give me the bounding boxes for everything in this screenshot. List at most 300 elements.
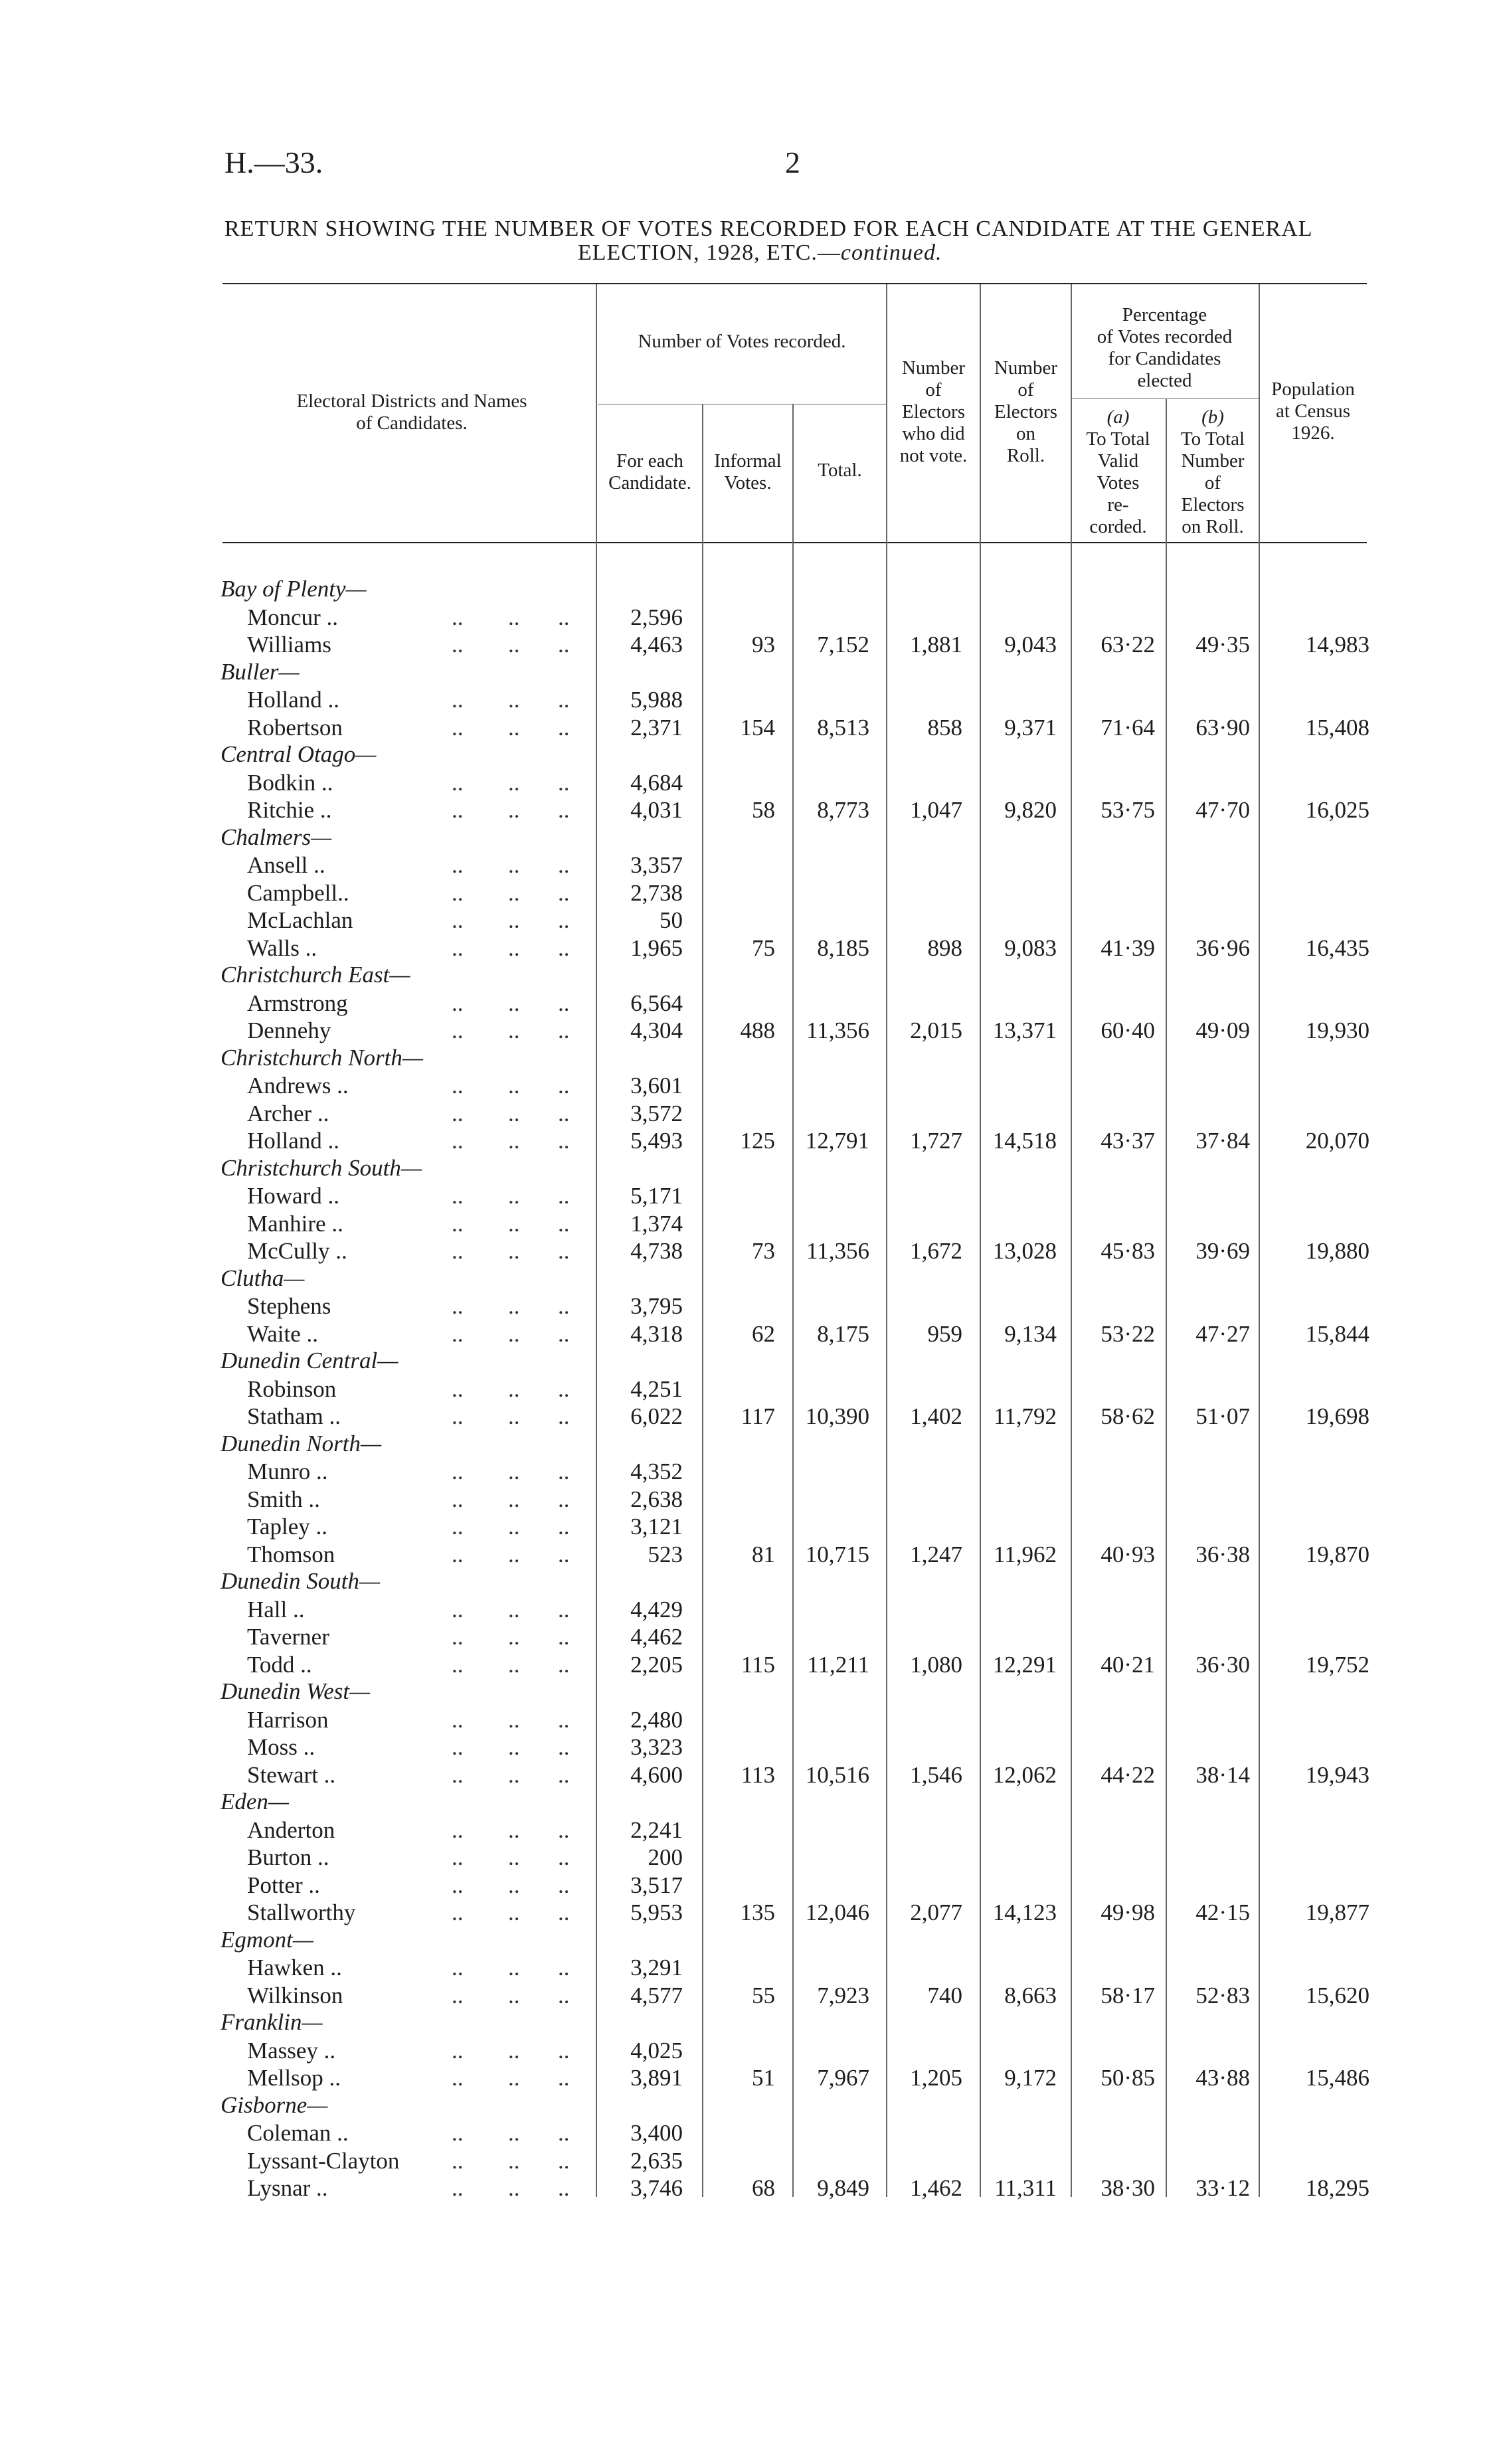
pct-electors-on-roll: 63·90 — [1195, 714, 1250, 741]
candidate-votes: 4,463 — [630, 632, 683, 658]
leader-dot: .. — [452, 1651, 464, 1678]
candidate-votes: 3,400 — [630, 2120, 683, 2146]
candidate-name: Stewart .. — [247, 1761, 336, 1788]
pct-valid-votes: 40·93 — [1101, 1541, 1155, 1567]
table-row — [0, 907, 1499, 934]
table-row — [0, 2119, 1499, 2147]
candidate-name: Walls .. — [247, 934, 317, 961]
leader-dot: .. — [452, 769, 464, 796]
table-row — [0, 1816, 1499, 1844]
candidate-votes: 2,241 — [630, 1816, 683, 1843]
leader-dot: .. — [558, 1238, 570, 1264]
table-row — [0, 1733, 1499, 1761]
candidate-votes: 523 — [648, 1541, 683, 1567]
leader-dot: .. — [452, 2065, 464, 2091]
total-votes: 12,791 — [805, 1128, 869, 1154]
candidate-votes: 3,121 — [630, 1514, 683, 1540]
leader-dot: .. — [508, 907, 520, 933]
table-row — [0, 1237, 1499, 1265]
district-name: Dunedin Central— — [220, 1348, 398, 1373]
leader-dot: .. — [508, 1403, 520, 1429]
leader-dot: .. — [508, 1210, 520, 1237]
electors-not-voted: 1,247 — [910, 1541, 962, 1567]
candidate-votes: 200 — [648, 1844, 683, 1870]
total-votes: 8,175 — [817, 1320, 869, 1347]
table-row — [0, 631, 1499, 658]
pct-electors-on-roll: 33·12 — [1195, 2175, 1250, 2201]
leader-dot: .. — [558, 1541, 570, 1567]
leader-dot: .. — [508, 2037, 520, 2064]
candidate-name: Robertson — [247, 714, 343, 741]
total-votes: 8,773 — [817, 797, 869, 823]
candidate-votes: 3,601 — [630, 1073, 683, 1099]
district-name: Christchurch North— — [220, 1044, 423, 1071]
leader-dot: .. — [508, 2147, 520, 2174]
total-votes: 7,152 — [817, 632, 869, 658]
informal-votes: 113 — [741, 1761, 775, 1788]
leader-dot: .. — [508, 1100, 520, 1126]
leader-dot: .. — [508, 1486, 520, 1512]
leader-dot: .. — [508, 1596, 520, 1623]
electors-on-roll: 9,371 — [1004, 714, 1057, 741]
leader-dot: .. — [452, 1624, 464, 1650]
electors-on-roll: 14,518 — [992, 1128, 1057, 1154]
leader-dot: .. — [452, 1375, 464, 1402]
electors-not-voted: 1,080 — [910, 1651, 962, 1678]
district-name: Dunedin West— — [220, 1678, 371, 1704]
leader-dot: .. — [508, 1238, 520, 1264]
header-not-voted: Number of Electors who did not vote. — [899, 357, 968, 466]
leader-dot: .. — [558, 604, 570, 630]
district-name: Clutha— — [220, 1265, 305, 1291]
candidate-name: Moss .. — [247, 1734, 315, 1760]
candidate-votes: 4,684 — [630, 769, 683, 796]
district-name: Franklin— — [220, 2009, 323, 2035]
informal-votes: 73 — [752, 1238, 775, 1264]
leader-dot: .. — [558, 1706, 570, 1733]
table-row — [0, 1100, 1499, 1127]
table-row — [0, 1872, 1499, 1899]
leader-dot: .. — [452, 879, 464, 906]
leader-dot: .. — [558, 1816, 570, 1843]
pct-valid-votes: 53·22 — [1101, 1320, 1155, 1347]
table-row — [0, 1072, 1499, 1099]
electors-not-voted: 740 — [927, 1982, 962, 2008]
leader-dot: .. — [508, 1955, 520, 1980]
candidate-votes: 3,891 — [630, 2065, 683, 2091]
leader-dot: .. — [452, 852, 464, 878]
leader-dot: .. — [558, 687, 570, 713]
candidate-name: Holland .. — [247, 1128, 340, 1154]
leader-dot: .. — [508, 1128, 520, 1154]
candidate-votes: 3,572 — [630, 1100, 683, 1126]
pct-valid-votes: 41·39 — [1101, 934, 1155, 961]
total-votes: 8,513 — [817, 714, 869, 741]
electors-not-voted: 2,077 — [910, 1899, 962, 1925]
total-votes: 12,046 — [805, 1899, 869, 1925]
electors-not-voted: 1,881 — [910, 632, 962, 658]
leader-dot: .. — [452, 1761, 464, 1788]
table-row — [0, 1651, 1499, 1678]
electors-on-roll: 11,792 — [994, 1403, 1057, 1429]
population-1926: 19,880 — [1305, 1238, 1369, 1264]
candidate-name: Armstrong — [247, 990, 348, 1016]
candidate-name: Todd .. — [247, 1651, 312, 1678]
table-row — [0, 1017, 1499, 1044]
leader-dot: .. — [558, 2037, 570, 2064]
table-row — [0, 714, 1499, 741]
leader-dot: .. — [452, 1293, 464, 1319]
district-name: Gisborne— — [220, 2091, 328, 2118]
candidate-votes: 5,171 — [630, 1183, 683, 1209]
leader-dot: .. — [558, 879, 570, 906]
electors-not-voted: 1,727 — [910, 1128, 962, 1154]
informal-votes: 62 — [752, 1320, 775, 1347]
total-votes: 10,516 — [805, 1761, 869, 1788]
leader-dot: .. — [452, 1596, 464, 1623]
candidate-votes: 2,738 — [630, 879, 683, 906]
leader-dot: .. — [452, 1844, 464, 1870]
pct-valid-votes: 49·98 — [1101, 1899, 1155, 1925]
candidate-votes: 3,357 — [630, 852, 683, 878]
leader-dot: .. — [452, 687, 464, 713]
leader-dot: .. — [508, 990, 520, 1016]
candidate-name: Manhire .. — [247, 1210, 343, 1237]
informal-votes: 58 — [752, 797, 775, 823]
candidate-votes: 2,638 — [630, 1486, 683, 1512]
table-title: RETURN SHOWING THE NUMBER OF VOTES RECORDED FOR EACH CANDIDATE AT THE GENERAL — [224, 217, 1313, 241]
electors-not-voted: 1,402 — [910, 1403, 962, 1429]
leader-dot: .. — [508, 1734, 520, 1760]
header-population: Population at Census 1926. — [1271, 379, 1355, 444]
table-row — [0, 1127, 1499, 1154]
leader-dot: .. — [508, 1706, 520, 1733]
electors-on-roll: 9,083 — [1004, 934, 1057, 961]
candidate-name: Archer .. — [247, 1100, 329, 1126]
candidate-votes: 2,596 — [630, 604, 683, 630]
leader-dot: .. — [452, 604, 464, 630]
informal-votes: 115 — [741, 1651, 775, 1678]
population-1926: 15,408 — [1305, 714, 1369, 741]
table-row — [0, 604, 1499, 631]
table-row — [0, 2147, 1499, 2174]
table-row — [0, 1761, 1499, 1789]
pct-valid-votes: 60·40 — [1101, 1017, 1155, 1043]
candidate-name: Anderton — [247, 1816, 335, 1843]
candidate-votes: 2,635 — [630, 2147, 683, 2174]
table-row — [0, 1541, 1499, 1568]
leader-dot: .. — [558, 1651, 570, 1678]
leader-dot: .. — [558, 1844, 570, 1870]
population-1926: 16,435 — [1305, 934, 1369, 961]
leader-dot: .. — [452, 1210, 464, 1237]
informal-votes: 68 — [752, 2175, 775, 2201]
candidate-name: Mellsop .. — [247, 2065, 341, 2091]
candidate-name: Tapley .. — [247, 1514, 327, 1540]
leader-dot: .. — [452, 1100, 464, 1126]
candidate-votes: 6,564 — [630, 990, 683, 1016]
leader-dot: .. — [558, 632, 570, 658]
table-row — [0, 1458, 1499, 1485]
total-votes: 11,356 — [806, 1238, 869, 1264]
pct-electors-on-roll: 42·15 — [1195, 1899, 1250, 1925]
leader-dot: .. — [452, 2037, 464, 2064]
candidate-votes: 4,318 — [630, 1320, 683, 1347]
leader-dot: .. — [558, 1128, 570, 1154]
total-votes: 10,390 — [805, 1403, 869, 1429]
leader-dot: .. — [452, 1320, 464, 1347]
leader-dot: .. — [558, 769, 570, 796]
electors-on-roll: 11,311 — [994, 2175, 1057, 2201]
leader-dot: .. — [558, 1872, 570, 1898]
candidate-votes: 4,462 — [630, 1624, 683, 1650]
leader-dot: .. — [508, 1183, 520, 1209]
district-name: Christchurch South— — [220, 1154, 422, 1181]
page-number: 2 — [785, 145, 800, 179]
pct-valid-votes: 45·83 — [1101, 1238, 1155, 1264]
header-votes-group: Number of Votes recorded. — [638, 331, 846, 352]
leader-dot: .. — [508, 2065, 520, 2091]
candidate-votes: 1,374 — [630, 1210, 683, 1237]
header-total: Total. — [818, 460, 862, 481]
leader-dot: .. — [452, 1514, 464, 1540]
candidate-votes: 4,304 — [630, 1017, 683, 1043]
candidate-name: Williams — [247, 632, 331, 658]
district-name: Buller— — [220, 658, 300, 685]
candidate-name: Bodkin .. — [247, 769, 333, 796]
leader-dot: .. — [452, 1486, 464, 1512]
leader-dot: .. — [452, 1017, 464, 1043]
electors-not-voted: 2,015 — [910, 1017, 962, 1043]
population-1926: 19,752 — [1305, 1651, 1369, 1678]
population-1926: 19,930 — [1305, 1017, 1369, 1043]
leader-dot: .. — [558, 907, 570, 933]
population-1926: 20,070 — [1305, 1128, 1369, 1154]
candidate-votes: 50 — [660, 907, 683, 933]
candidate-name: Hall .. — [247, 1596, 305, 1623]
top-rule — [222, 283, 1367, 284]
pct-electors-on-roll: 43·88 — [1195, 2065, 1250, 2091]
table-row — [0, 1486, 1499, 1513]
candidate-votes: 2,371 — [630, 714, 683, 741]
table-row — [0, 1706, 1499, 1733]
candidate-name: Coleman .. — [247, 2120, 349, 2146]
table-row — [0, 2064, 1499, 2091]
district-name: Dunedin South— — [220, 1568, 381, 1594]
candidate-name: Lysnar .. — [247, 2175, 328, 2201]
population-1926: 15,620 — [1305, 1982, 1369, 2008]
electors-on-roll: 12,291 — [992, 1651, 1057, 1678]
leader-dot: .. — [558, 852, 570, 878]
leader-dot: .. — [558, 1073, 570, 1099]
leader-dot: .. — [452, 2120, 464, 2146]
leader-dot: .. — [558, 1899, 570, 1925]
table-row — [0, 990, 1499, 1017]
candidate-votes: 6,022 — [630, 1403, 683, 1429]
header-bottom-rule — [222, 542, 1367, 543]
leader-dot: .. — [452, 797, 464, 823]
electors-not-voted: 1,672 — [910, 1238, 962, 1264]
pct-valid-votes: 53·75 — [1101, 797, 1155, 823]
electors-on-roll: 9,043 — [1004, 632, 1057, 658]
leader-dot: .. — [558, 797, 570, 823]
population-1926: 19,943 — [1305, 1761, 1369, 1788]
candidate-name: Andrews .. — [247, 1073, 349, 1099]
pct-valid-votes: 50·85 — [1101, 2065, 1155, 2091]
informal-votes: 125 — [740, 1128, 775, 1154]
leader-dot: .. — [558, 2147, 570, 2174]
district-name: Central Otago— — [220, 741, 377, 767]
leader-dot: .. — [452, 990, 464, 1016]
candidate-votes: 3,746 — [630, 2175, 683, 2201]
table-row — [0, 1320, 1499, 1348]
population-1926: 19,877 — [1305, 1899, 1369, 1925]
leader-dot: .. — [452, 1128, 464, 1154]
leader-dot: .. — [558, 1596, 570, 1623]
candidate-votes: 2,480 — [630, 1706, 683, 1733]
candidate-votes: 3,323 — [630, 1734, 683, 1760]
table-row — [0, 2174, 1499, 2202]
pct-group-rule — [1071, 398, 1259, 399]
leader-dot: .. — [558, 714, 570, 741]
electors-not-voted: 959 — [927, 1320, 962, 1347]
population-1926: 19,870 — [1305, 1541, 1369, 1567]
leader-dot: .. — [508, 1872, 520, 1898]
leader-dot: .. — [452, 1706, 464, 1733]
electors-on-roll: 13,371 — [992, 1017, 1057, 1043]
leader-dot: .. — [508, 1899, 520, 1925]
candidate-name: Statham .. — [247, 1403, 341, 1429]
candidate-name: Wilkinson — [247, 1982, 343, 2008]
pct-valid-votes: 58·17 — [1101, 1982, 1155, 2008]
leader-dot: .. — [508, 769, 520, 796]
table-row — [0, 1954, 1499, 1981]
candidate-name: Potter .. — [247, 1872, 320, 1898]
leader-dot: .. — [508, 852, 520, 878]
district-name: Christchurch East— — [220, 962, 410, 988]
district-name: Egmont— — [220, 1926, 313, 1953]
leader-dot: .. — [508, 1982, 520, 2008]
leader-dot: .. — [508, 2120, 520, 2146]
candidate-votes: 3,291 — [630, 1955, 683, 1980]
informal-votes: 135 — [740, 1899, 775, 1925]
electors-not-voted: 1,462 — [910, 2175, 962, 2201]
pct-valid-votes: 43·37 — [1101, 1128, 1155, 1154]
leader-dot: .. — [452, 714, 464, 741]
candidate-name: Munro .. — [247, 1458, 328, 1484]
header-informal: Informal Votes. — [714, 450, 782, 493]
total-votes: 11,356 — [806, 1017, 869, 1043]
pct-electors-on-roll: 39·69 — [1195, 1238, 1250, 1264]
pct-electors-on-roll: 36·30 — [1195, 1651, 1250, 1678]
candidate-name: Taverner — [247, 1624, 329, 1650]
leader-dot: .. — [452, 1183, 464, 1209]
leader-dot: .. — [558, 2120, 570, 2146]
district-name: Chalmers— — [220, 824, 332, 850]
leader-dot: .. — [452, 1955, 464, 1980]
candidate-votes: 3,795 — [630, 1293, 683, 1319]
table-title-continued: ELECTION, 1928, ETC.—continued. — [578, 240, 942, 265]
leader-dot: .. — [508, 879, 520, 906]
population-1926: 19,698 — [1305, 1403, 1369, 1429]
leader-dot: .. — [558, 1734, 570, 1760]
informal-votes: 55 — [752, 1982, 775, 2008]
electors-on-roll: 12,062 — [992, 1761, 1057, 1788]
candidate-votes: 2,205 — [630, 1651, 683, 1678]
candidate-name: Burton .. — [247, 1844, 329, 1870]
leader-dot: .. — [508, 1816, 520, 1843]
table-row — [0, 1899, 1499, 1926]
header-for-each: For each Candidate. — [608, 450, 691, 493]
leader-dot: .. — [558, 1210, 570, 1237]
total-votes: 7,923 — [817, 1982, 869, 2008]
pct-valid-votes: 71·64 — [1101, 714, 1155, 741]
leader-dot: .. — [508, 604, 520, 630]
leader-dot: .. — [452, 1734, 464, 1760]
population-1926: 15,844 — [1305, 1320, 1369, 1347]
informal-votes: 93 — [752, 632, 775, 658]
candidate-name: Smith .. — [247, 1486, 320, 1512]
table-row — [0, 1292, 1499, 1320]
pct-electors-on-roll: 51·07 — [1195, 1403, 1250, 1429]
table-row — [0, 879, 1499, 907]
leader-dot: .. — [558, 1955, 570, 1980]
electors-not-voted: 1,546 — [910, 1761, 962, 1788]
leader-dot: .. — [558, 1017, 570, 1043]
candidate-name: Lyssant-Clayton — [247, 2147, 400, 2174]
electors-on-roll: 9,134 — [1004, 1320, 1057, 1347]
table-row — [0, 686, 1499, 713]
district-name: Eden— — [220, 1789, 290, 1814]
electors-on-roll: 8,663 — [1004, 1982, 1057, 2008]
candidate-name: Ritchie .. — [247, 797, 332, 823]
leader-dot: .. — [508, 1458, 520, 1484]
leader-dot: .. — [558, 1486, 570, 1512]
candidate-votes: 1,965 — [630, 934, 683, 961]
pct-valid-votes: 58·62 — [1101, 1403, 1155, 1429]
leader-dot: .. — [558, 1100, 570, 1126]
table-row — [0, 1596, 1499, 1623]
population-1926: 16,025 — [1305, 797, 1369, 823]
leader-dot: .. — [452, 1816, 464, 1843]
leader-dot: .. — [558, 1403, 570, 1429]
total-votes: 9,849 — [817, 2175, 869, 2201]
candidate-votes: 4,025 — [630, 2037, 683, 2064]
table-row — [0, 1623, 1499, 1650]
header-percentage-group: Percentage of Votes recorded for Candidates elected — [1097, 304, 1233, 391]
leader-dot: .. — [508, 1844, 520, 1870]
table-row — [0, 934, 1499, 962]
pct-electors-on-roll: 47·27 — [1195, 1320, 1250, 1347]
leader-dot: .. — [508, 1017, 520, 1043]
leader-dot: .. — [508, 1624, 520, 1650]
candidate-name: Dennehy — [247, 1017, 331, 1043]
leader-dot: .. — [558, 1293, 570, 1319]
leader-dot: .. — [508, 934, 520, 961]
total-votes: 7,967 — [817, 2065, 869, 2091]
electors-on-roll: 11,962 — [994, 1541, 1057, 1567]
leader-dot: .. — [508, 1541, 520, 1567]
total-votes: 11,211 — [807, 1651, 869, 1678]
candidate-votes: 4,352 — [630, 1458, 683, 1484]
informal-votes: 488 — [740, 1017, 775, 1043]
table-row — [0, 1182, 1499, 1209]
header-districts: Electoral Districts and Names of Candidates. — [296, 391, 527, 434]
table-row — [0, 1513, 1499, 1540]
leader-dot: .. — [452, 907, 464, 933]
informal-votes: 81 — [752, 1541, 775, 1567]
leader-dot: .. — [558, 1761, 570, 1788]
